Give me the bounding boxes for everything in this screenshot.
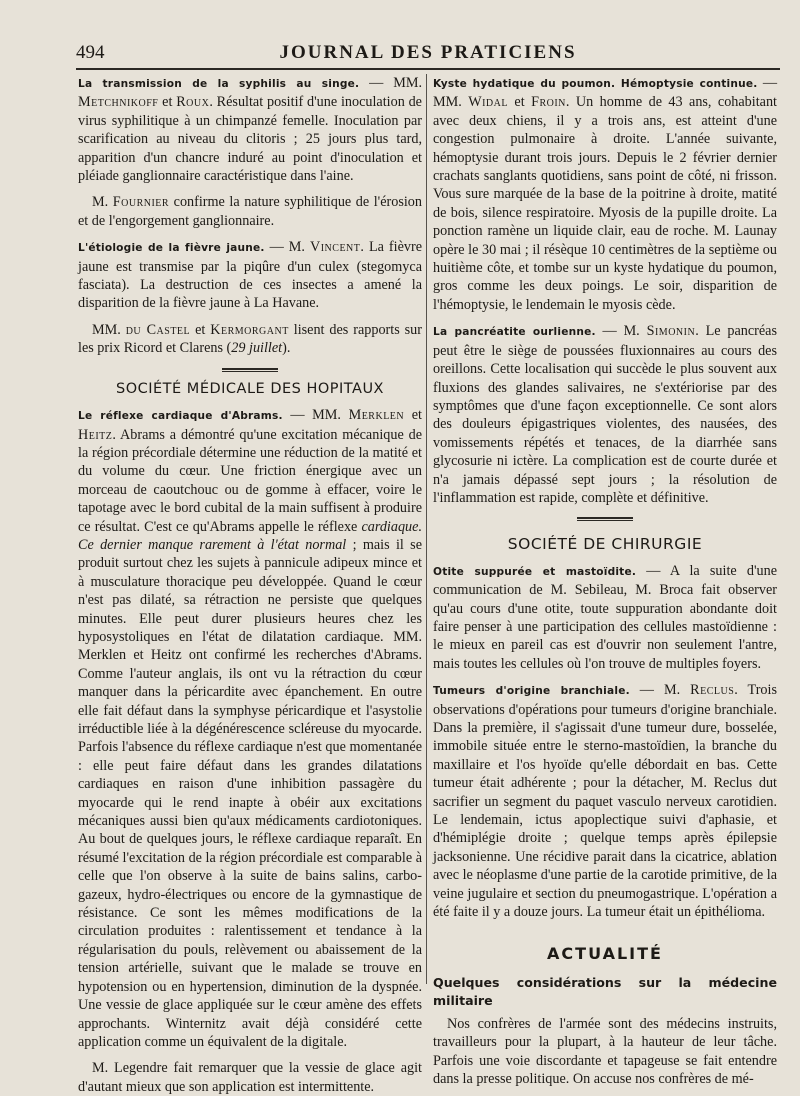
left-column-reports: [78, 74, 422, 358]
right-column-reports: [433, 74, 777, 507]
paragraph-lead: MM.: [92, 321, 126, 338]
article-body: Nos confrères de l'armée sont des médecins instruits, travailleurs pour la plupart, à la hauteur de leur tâche. Parfois une voie discordante et tapageuse se fait entendre dans la presse politique. On accuse nos confrères de mé-: [433, 1015, 777, 1087]
report-paragraph: [78, 238, 422, 313]
name-conjunction: et: [404, 407, 422, 424]
report-heading: Le réflexe cardiaque d'Abrams.: [78, 410, 283, 423]
heading-separator: — M.: [595, 323, 647, 340]
report-paragraph: [433, 562, 777, 673]
author-name: Froin: [531, 94, 566, 111]
name-conjunction: et: [158, 94, 177, 111]
report-paragraph: [78, 406, 422, 1051]
section-title-chirurgie: SOCIÉTÉ DE CHIRURGIE: [507, 535, 703, 554]
report-paragraph: [78, 74, 422, 185]
report-paragraph: [78, 321, 422, 358]
name-conjunction: et: [190, 321, 211, 338]
author-name: Heitz: [78, 426, 113, 443]
actualite-heading: [433, 945, 777, 963]
report-heading: Kyste hydatique du poumon. Hémoptysie continue.: [433, 78, 758, 90]
report-text: . Résultat positif d'une inoculation de virus syphilitique à un chimpanzé femelle. Inoculation par scarification au niveau du clitoris ; 25 jours plus tard, apparition d'un chancre induré au point d'inoculation et pléiade ganglionnaire caractéristique dans l'aine.: [78, 94, 422, 185]
italic-text: cardiaque. Ce dernier manque rarement à l'état normal: [78, 518, 422, 553]
column-divider: [426, 74, 427, 984]
report-heading: Tumeurs d'origine branchiale.: [433, 685, 630, 698]
author-name: Reclus: [690, 682, 735, 699]
author-name: Merklen: [348, 407, 405, 424]
left-column-hopitaux-reports: [78, 406, 422, 1096]
report-text: lisent des rapports sur les prix Ricord et Clarens (: [78, 321, 422, 357]
report-text: . Abrams a démontré qu'une excitation mécanique de la région précordiale détermine une réduction de la matité et du volume du cœur. Une friction énergique avec un morceau de caoutchouc ou de gomme à effacer, voire le tapotage avec le bord cubital de la main suffisent à produire ce résultat. C'est ce qu'Abrams appelle le réflexe: [78, 426, 422, 535]
report-paragraph: [78, 193, 422, 230]
italic-text: 29 juillet: [231, 340, 283, 357]
author-name: Widal: [468, 94, 508, 111]
report-paragraph: [433, 322, 777, 507]
heading-separator: — M.: [264, 239, 310, 256]
header-rule: [76, 68, 780, 70]
paragraph-lead: M. Legendre fait remarquer que la vessie de glace agit d'autant mieux que son application est intermittente.: [78, 1060, 422, 1095]
report-text: . Le pancréas peut être le siège de poussées fluxionnaires au cours des oreillons. Cette localisation qui succède le plus souvent aux fluxions des glandes salivaires, ne s'extériorise par des symptômes que d'une façon exceptionnelle. Ce sont alors des douleurs épigastriques violentes, des nausées, des vomissements répétés et tenaces, de la diarrhée sans glycosurie ni ictère. La complication est de courte durée et n'a jamais dépassé sept jours ; la résolution de l'inflammation est rapide, complète et définitive.: [433, 323, 777, 506]
left-column: [78, 74, 422, 1096]
journal-title: JOURNAL DES PRATICIENS: [279, 42, 577, 63]
heading-separator: —: [636, 562, 670, 579]
report-paragraph: [433, 681, 777, 921]
author-name: Roux: [176, 94, 210, 111]
report-text: . La fièvre jaune est transmise par la piqûre d'un culex (stegomyca fasciata). La destruction de ces insectes a amené la disparition de la fièvre jaune à La Havane.: [78, 239, 422, 312]
running-head: [76, 40, 780, 66]
report-paragraph: [433, 74, 777, 314]
report-text-tail: ; mais il se produit surtout chez les sujets à pannicule adipeux mince et à musculature thoracique peu développée. Quand le cœur n'est pas dilaté, sa rétraction ne persiste que quelques minutes. Elle peut durer plusieurs heures chez les hyposystoliques en l'état de dilatation cardiaque. MM. Merklen et Heitz ont confirmé les recherches d'Abrams. Comme l'auteur anglais, ils ont vu la rétraction du cœur manquer dans la péricardite avec épanchement. En outre elle fait défaut dans la symphyse péricardique et l'asystolie irréductible liée à la dégénérescence scléreuse du myocarde. Parfois l'absence du réflexe cardiaque n'est que momentanée : elle peut faire défaut dans les grandes dilatations cardiaques en raison d'une inhibition passagère du myocarde qui le rend inapte à obéir aux excitations mécaniques aussi bien qu'aux médicaments cardiotoniques. Au bout de quelques jours, le réflexe cardiaque reparaît. En résumé l'excitation de la région précordiale est comparable à celle que l'on observe à la suite de bains salins, carbo-gazeux, hydro-électriques ou encore de la gymnastique de résistance. Ce sont les mêmes modifications de la circulation produites : ralentissement et tendance à la régularisation du pouls, relèvement ou abaissement de la tension artérielle, suivant que le malade se trouve en hypotension ou en hypertension, diminution de la dyspnée. Une vessie de glace appliquée sur le cœur amène des effets approchants. Winternitz avait déjà considéré cette application comme un équivalent de la digitale.: [78, 536, 422, 1050]
article-title: Quelques considérations sur la médecine militaire: [433, 974, 777, 1009]
report-heading: La pancréatite ourlienne.: [433, 326, 596, 339]
author-name: Metchnikoff: [78, 94, 159, 111]
right-column-chirurgie-reports: [433, 562, 777, 922]
right-column: [433, 74, 777, 1088]
name-conjunction: et: [507, 94, 532, 111]
paragraph-lead: M.: [92, 194, 113, 211]
report-text: . Un homme de 43 ans, cohabitant avec deux chiens, il y a trois ans, est atteint d'une congestion pulmonaire à droite. L'année suivante, hémoptysie durant trois jours. Depuis le 2 février dernier crachats sanglants quotidiens, sans point de côté, ni frisson. Vous sure marquée de la base de la poitrine à droite, matité de bois, silence respiratoire. Myosis de la pupille droite. La ponction ramène un liquide clair, eau de roche. M. Launay opère le 30 mai ; il résèque 10 centimètres de la septième ou huitième côte, et tombe sur un kyste hydatique du poumon, gros comme les deux poings. Le soir, disparition de l'hémoptysie, le lendemain le myosis cède.: [433, 94, 777, 313]
section-rule: [222, 368, 278, 372]
report-text-tail: ).: [282, 340, 291, 357]
report-text: A la suite d'une communication de M. Sebileau, M. Broca fait observer qu'au cours d'une otite, toute suppuration abondante doit faire penser à une participation des cellules mastoïdienne : le mieux en pareil cas est d'ouvrir non seulement l'antre, mais toutes les cellules où l'on trouve de multiples foyers.: [433, 562, 777, 672]
heading-separator: — MM.: [359, 75, 423, 91]
actualite-label: ACTUALITÉ: [541, 944, 669, 963]
report-paragraph: [78, 1059, 422, 1096]
author-name: Kermorgant: [210, 321, 289, 338]
heading-separator: — MM.: [433, 75, 778, 111]
report-text: . Trois observations d'opérations pour tumeurs d'origine branchiale. Dans la première, il s'agissait d'une tumeur dure, bosselée, immobile située entre le sterno-mastoïdien, la branche du maxillaire et l'os hyoïde qu'elle débordait en bas. Cette tumeur était adhérente ; pour la détacher, M. Reclus dut sacrifier un segment du paquet vasculo nerveux carotidien. Le lendemain, ictus apoplectique suivi d'aphasie, et d'hémiplégie droite ; quelque temps après épilepsie jacksonienne. Une récidive parait dans la cicatrice, ablation avec le néoplasme d'une partie de la carotide primitive, de la veine jugulaire et section du pneumogastrique. L'opération a été faite il y a douze jours. La tumeur était un épithélioma.: [433, 682, 777, 921]
section-title-hopitaux: SOCIÉTÉ MÉDICALE DES HOPITAUX: [116, 380, 384, 397]
heading-separator: — MM.: [282, 407, 349, 424]
report-heading: Otite suppurée et mastoïdite.: [433, 565, 637, 578]
author-name: Vincent: [309, 239, 361, 256]
author-name: du Castel: [125, 321, 191, 338]
page-number: 494: [76, 42, 105, 63]
heading-separator: — M.: [629, 682, 691, 699]
author-name: Simonin: [646, 323, 696, 340]
section-rule: [577, 517, 633, 521]
author-name: Fournier: [112, 194, 170, 211]
report-text: confirme la nature syphilitique de l'érosion et de l'engorgement ganglionnaire.: [78, 194, 422, 229]
report-heading: L'étiologie de la fièvre jaune.: [78, 242, 265, 255]
report-heading: La transmission de la syphilis au singe.: [78, 78, 360, 90]
